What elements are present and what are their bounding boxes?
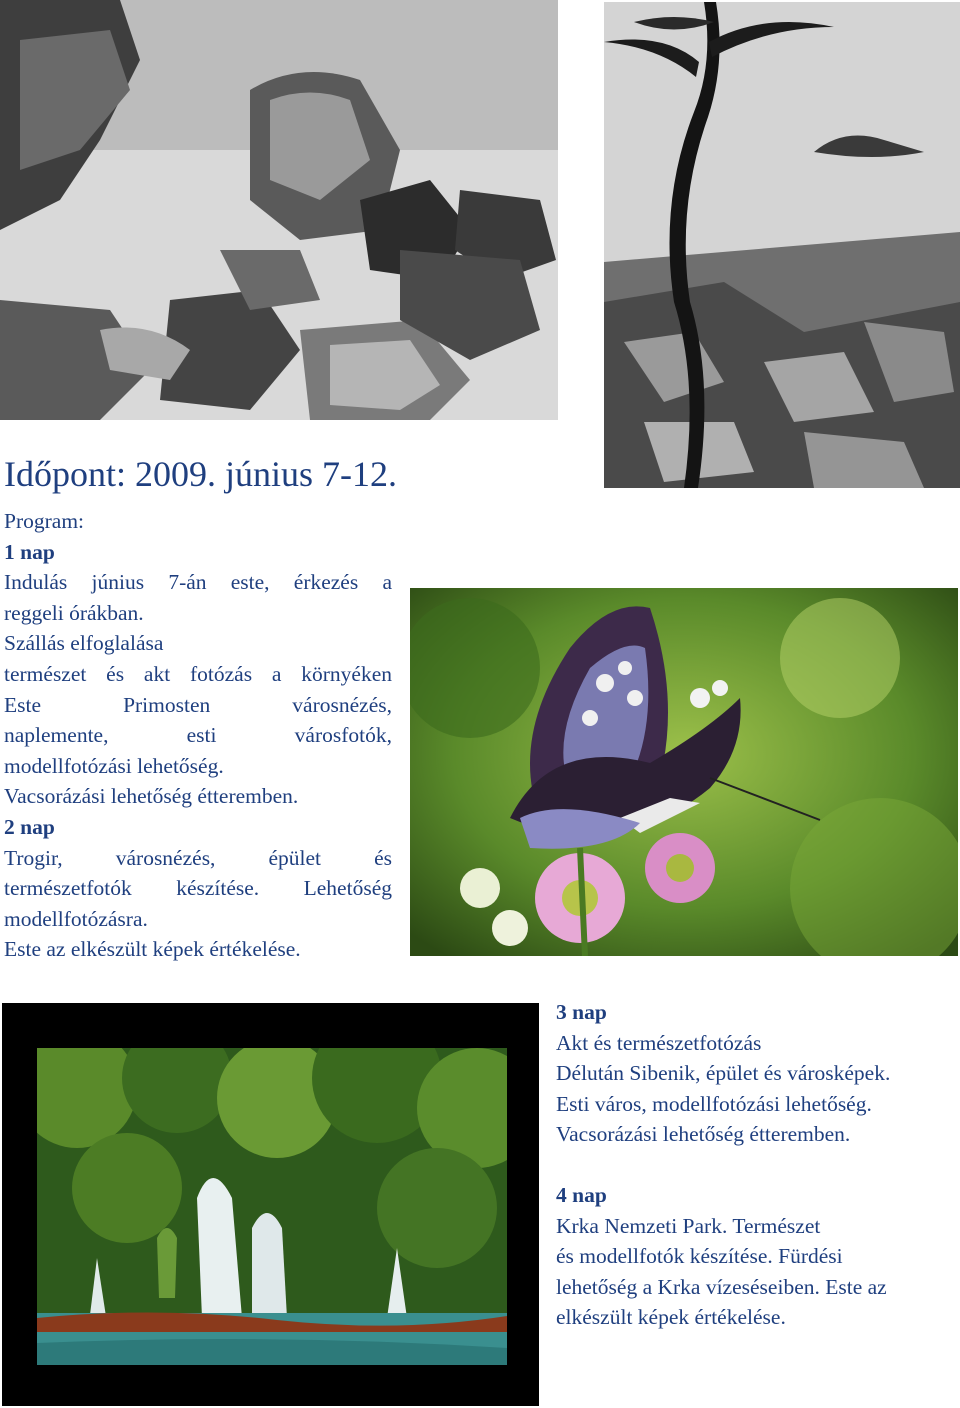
day-1-label: 1 nap	[4, 539, 55, 564]
day-4-line: és modellfotók készítése. Fürdési	[556, 1244, 843, 1269]
day-1-line: Este Primosten városnézés,	[4, 692, 392, 717]
day-3-line: Akt és természetfotózás	[556, 1030, 762, 1055]
date-heading: Időpont: 2009. június 7-12.	[4, 454, 397, 494]
photo-butterfly	[410, 588, 958, 956]
day-3-line: Délután Sibenik, épület és városképek.	[556, 1061, 891, 1086]
day-2-line: Este az elkészült képek értékelése.	[4, 937, 301, 962]
photo-waterfall	[2, 1003, 539, 1406]
day-2-line: Trogir, városnézés, épület és	[4, 845, 392, 870]
day-1-line: Indulás június 7-án este, érkezés a	[4, 570, 392, 595]
spacer	[556, 1150, 956, 1180]
program-right-column	[556, 997, 956, 1333]
day-3-line: Esti város, modellfotózási lehetőség.	[556, 1091, 872, 1116]
day-4-line: elkészült képek értékelése.	[556, 1305, 786, 1330]
day-1-line: naplemente, esti városfotók,	[4, 723, 392, 748]
program-label: Program:	[4, 509, 85, 533]
day-4-line: lehetőség a Krka vízeséseiben. Este az	[556, 1274, 887, 1299]
day-2-line: modellfotózásra.	[4, 906, 148, 931]
day-4-line: Krka Nemzeti Park. Természet	[556, 1213, 821, 1238]
day-3-line: Vacsorázási lehetőség étteremben.	[556, 1122, 851, 1147]
day-1-line: modellfotózási lehetőség.	[4, 753, 224, 778]
day-3-label: 3 nap	[556, 1000, 607, 1024]
photo-pine-coast	[604, 2, 960, 488]
day-2-label: 2 nap	[4, 814, 55, 839]
photo-rocky-beach	[0, 0, 558, 420]
day-2-line: természetfotók készítése. Lehetőség	[4, 876, 392, 901]
day-4-label: 4 nap	[556, 1182, 607, 1207]
day-1-line: Szállás elfoglalása	[4, 631, 164, 656]
program-left-column	[4, 506, 392, 965]
day-1-line: reggeli órákban.	[4, 600, 144, 625]
day-1-line: Vacsorázási lehetőség étteremben.	[4, 784, 299, 809]
day-1-line: természet és akt fotózás a környéken	[4, 661, 392, 686]
